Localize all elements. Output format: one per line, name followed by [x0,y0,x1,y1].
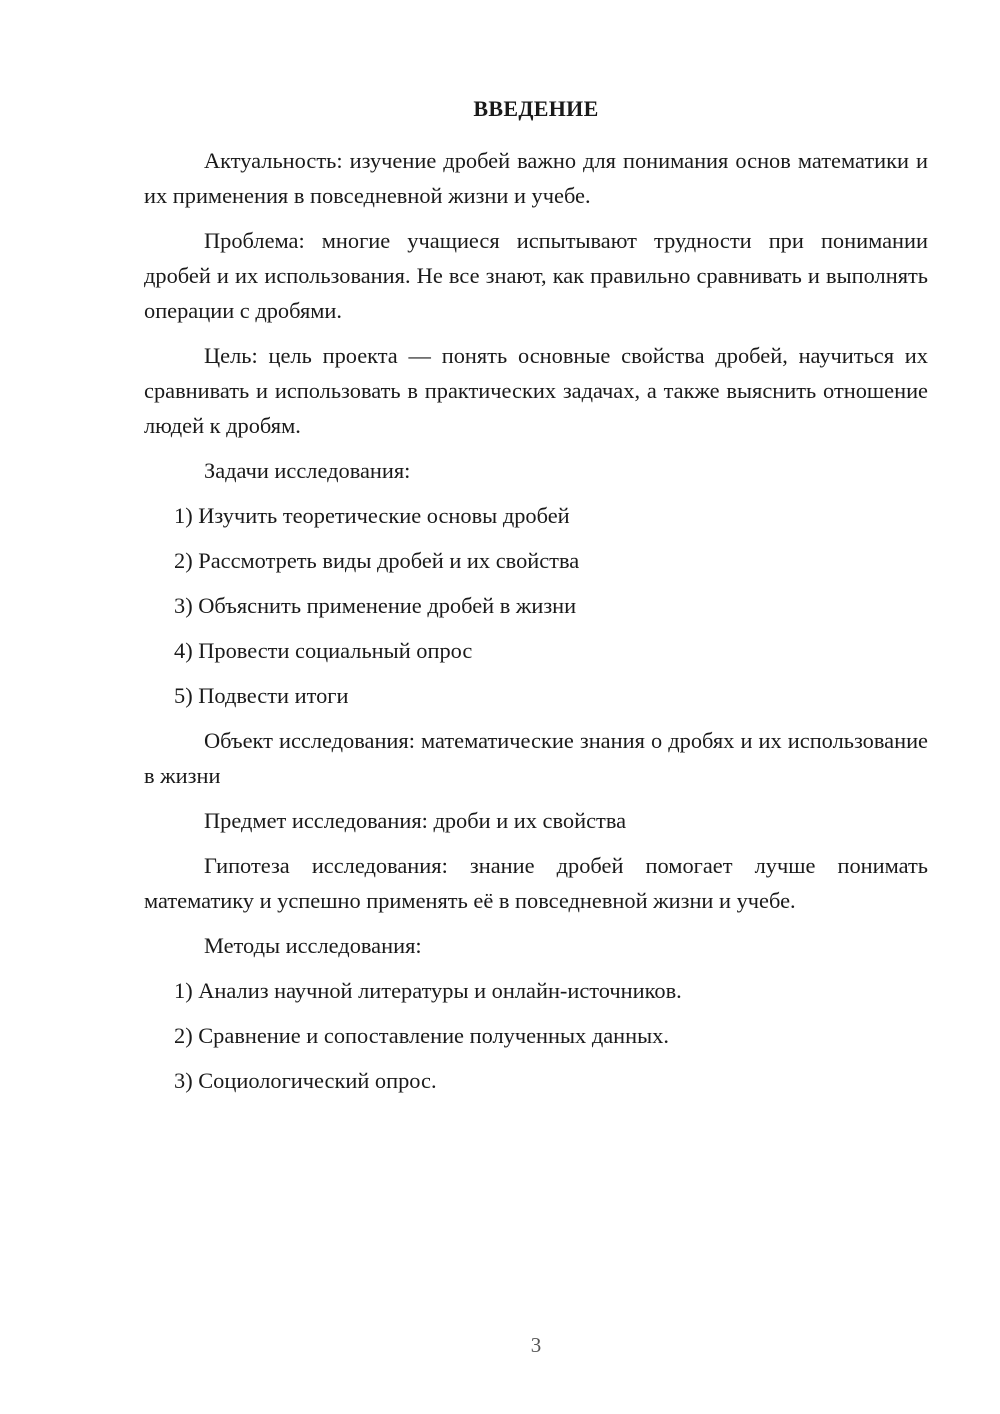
document-body [144,143,928,1108]
object-paragraph: Объект исследования: математические знания о дробях и их использование в жизни [144,728,928,788]
list-item: 1) Анализ научной литературы и онлайн-источников. [174,978,682,1003]
page-number: 3 [530,1333,542,1357]
list-item: 3) Социологический опрос. [174,1068,437,1093]
goal-paragraph: Цель: цель проекта — понять основные свойства дробей, научиться их сравнивать и использовать в практических задачах, а также выяснить отношение людей к дробям. [144,343,928,438]
hypothesis-paragraph: Гипотеза исследования: знание дробей помогает лучше понимать математику и успешно применять её в повседневной жизни и учебе. [144,853,928,913]
list-item: 3) Объяснить применение дробей в жизни [174,593,577,618]
relevance-paragraph: Актуальность: изучение дробей важно для понимания основ математики и их применения в повседневной жизни и учебе. [144,148,928,208]
methods-heading: Методы исследования: [204,933,422,958]
page-title: ВВЕДЕНИЕ [473,96,599,121]
list-item: 1) Изучить теоретические основы дробей [174,503,570,528]
methods-list [144,973,928,1098]
list-item: 2) Рассмотреть виды дробей и их свойства [174,548,580,573]
tasks-heading: Задачи исследования: [204,458,411,483]
list-item: 2) Сравнение и сопоставление полученных данных. [174,1023,669,1048]
list-item: 5) Подвести итоги [174,683,349,708]
list-item: 4) Провести социальный опрос [174,638,473,663]
subject-paragraph: Предмет исследования: дроби и их свойства [204,808,627,833]
problem-paragraph: Проблема: многие учащиеся испытывают трудности при понимании дробей и их использования. Не все знают, как правильно сравнивать и выполнять операции с дробями. [144,228,928,323]
tasks-list [144,498,928,713]
